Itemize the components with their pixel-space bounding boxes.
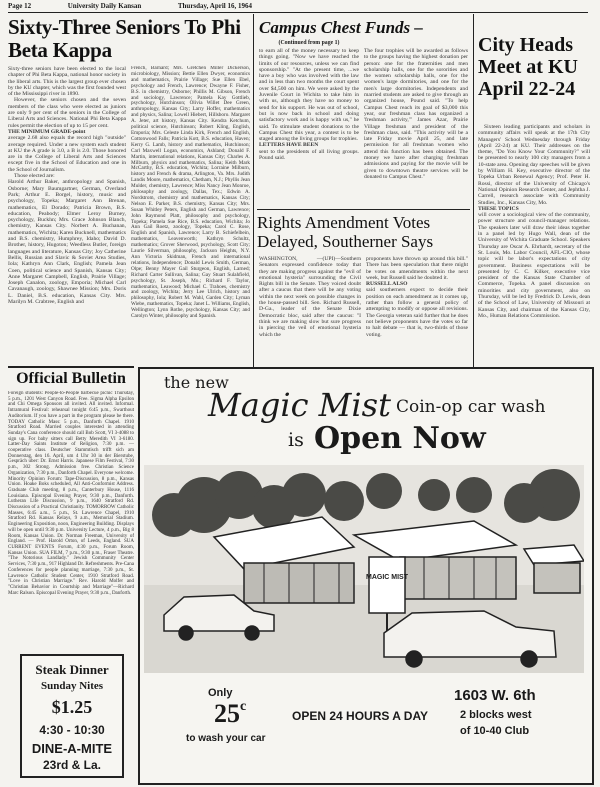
column-rule-right [473, 14, 474, 368]
masthead [8, 2, 252, 12]
magic-mist-brand: Magic Mist [208, 386, 391, 424]
bulletin-body [8, 391, 134, 649]
to-wash-label: to wash your car [186, 733, 266, 744]
city-heads-headline: City Heads Meet at KU April 22-24 [478, 34, 578, 100]
rights-headline: Rights Amendment Votes Delayed, Southerner Says [257, 213, 434, 251]
pbk-elected-head: Those elected are: [14, 173, 55, 180]
landmark: of 10-40 Club [460, 725, 530, 737]
pbk-subhead: THE MINIMUM GRADE-point [8, 128, 86, 135]
city-heads-column [478, 124, 590, 362]
wash-price: 25 [214, 699, 240, 728]
magic-mist-service: Coin-op car wash [396, 397, 546, 417]
only-label: Only [208, 687, 233, 699]
bulletin-text: Foreign students: People-to-People barbecue picnic Thursday, 5 p.m., 1201 West Canyon Road. Free. Sigma Alpha Epsilon and Chi Omega Sponsors all invited. All invited. Informal. Intramural Festival: rehearsal tonight 6:45 p.m., Swarthout Auditorium. If you have a part in the program please be there. TODAY Catholic Mass: 5 p.m., Danforth Chapel. 1910 Stratford Road. Married couples interested in attending Sunday's Cana conference should call Bob Scott, VI 3-4088 to sign up. For baby sitters call Betty Meredith VI 3-6180. Latter-Day Saints Institute of Religion, 7:30 p.m. — cooperative class. Deutscher Stammtisch trifft sich am Donnerstag, den 16. April, um 4 Uhr 30 in der Bierstube, Gespräch über: Dr. Ernst Harris. Japanese Film Festival, 7:30 p.m., 302 Strong. Admission free. Christian Science Organization, 7:30 p.m., Danforth Chapel. Everyone welcome. Minority Opinion Forum: Tape-Discussion, 8 p.m., Kansas Union. Hoake Boks scheduled, All Anti-Conformist Address. Graduate Club meeting, 8 p.m., Canterbury House, 1116 Louisiana. Episcopal Evening Prayer, 9:30 p.m., Danforth. Lutheran Life Discussion, 9 p.m., 1640 Stratford Rd. Discussion of a Practical Christianity. TOMORROW Catholic Masses, 6:45 a.m., 5 p.m., St. Lawrence Chapel, 1910 Stratford Rd. Kansas Relays, 9 a.m., Memorial Stadium. Engineering Exposition, noon, Engineering Building. Displays will be open until 9:30 p.m. University Lecture, 4 p.m., Big 8 Room, Kansas Union. Dr. Norman Freeman, University of England. — Prof. Harold Orton, of Leeds, England. SUA CURRENT EVENTS Forum, 4:30 p.m., Forum Room, Kansas Union. SUA FILM, 7 p.m., 9:30 p.m., Fraser Theatre. "The Notorious Landlady." Jewish Community Center Services, 7:30 p.m., 917 Highland Dr. Refreshments. Pre-Cana Conferences for people planning marriage, 7:30 p.m., St. Lawrence Catholic Student Center, 1910 Stratford Road. "Love in Christian Marriage." Rev. Harold Molfer and "Christian Behavior in Courtship and Marriage"—Richard Marc Ralson. Episcopal Evening Prayer, 9:30 p.m., Danforth. [8, 391, 134, 596]
steak-dinner-ad [20, 654, 124, 778]
masthead-rule [8, 12, 588, 13]
magic-mist-open-now: Open Now [314, 421, 486, 456]
pbk-headline: Sixty-Three Seniors To Phi Beta Kappa [8, 15, 241, 62]
steak-price: $1.25 [51, 697, 93, 717]
campus-chest-text-1-end: sent to the presidents of all living groups. Pound said. [259, 148, 359, 162]
rights-subhead: RUSSELL ALSO [366, 281, 408, 288]
directions: 2 blocks west [460, 709, 532, 721]
city-heads-subhead: THESE TOPICS [478, 205, 519, 212]
price-block [214, 699, 246, 729]
steak-hours: 4:30 - 10:30 [39, 723, 105, 737]
pbk-lead: Sixty-three seniors have been elected to the local chapter of Phi Beta Kappa, national honor society in the liberal arts. This is the largest group ever chosen by the KU chapter, which was the first founded west of the Mississippi river in 1890. [8, 66, 126, 98]
rights-column-2 [366, 256, 468, 364]
hours-banner: OPEN 24 HOURS A DAY [292, 709, 429, 723]
page-number: Page 12 [8, 2, 32, 10]
pbk-names-1: Harold Arthur Baker, anthropology and Spanish, Osborne; Mary Baumgartner, German, Overland Park; Arthur E. Borgel, history, music and psychology, Topeka; Margaret Ann Brenan, mathematics, El Dorado; Patricia Brown, B.S. education, Peabody; Elmer Leroy Burney, psychology, Buckhn; Mrs. Grace Johnson Blanch, chemistry, Kansas City. Norbert A. Buchanan, mathematics, Wichita; Karen Bucknell, mathematics and B.S. chemistry, Humphrey, Idaho; David D. Brother, history, Hugoton; Weedless Butler, foreign languages and literature, Kansas City; Joy Catherine Bellis, Russian and Slavic & Soviet Area Studies, Iola; Kathryn Ann Clark, English; Pamela Jean Coen, political science and Spanish, Kansas City; Anne Margaret Campbell, English, Prairie Village; Joseph Canalon, zoology, Emporia; Michael Carl Cavanaugh, zoology, Shawnee Mission; Mrs. Doris L. Daniel, B.S. education, Kansas City. Mrs. Marilyn M. Crabtree, English and [8, 179, 126, 305]
magic-mist-ad [138, 367, 594, 785]
campus-chest-column-1 [259, 48, 359, 208]
wash-price-unit: c [240, 699, 247, 714]
pbk-para3: average 2.68 also equals the record high "outside" average required. Under a new system each student at KU the A grade is 3.0, a B is 2.0. Those honored are in the College of Liberal Arts and Sciences except five in the School of Education and one in the School of Journalism. [8, 135, 126, 173]
pbk-column-1 [8, 66, 126, 362]
city-heads-text: Sixteen leading participants and scholars in community affairs will speak at the 17th City Managers' School Wednesday through Friday (April 22-24) at KU. Their addresses on the theme, "Do You Know Your Community?" will be presented to nearly 100 city managers from a 10-state area. Opening day speeches will be given by William H. Key, executive director of the Topeka Urban Renewal Agency; Prof. Peter H. Rossi, director of the University of Chicago's National Opinion Research Center, and Jephtha J. Carrell, research associate with Community Studies, Inc., Kansas City, Mo. [478, 124, 590, 206]
bulletin-title: Official Bulletin [16, 370, 126, 387]
campus-chest-column-2 [364, 48, 468, 208]
campus-chest-headline: Campus Chest Funds – [259, 18, 423, 37]
campus-chest-text-2: The four trophies will be awarded as follows to the groups having the highest donation per person: one for the fraternities and men scholarship halls, one for the sororities and the women scholarship halls, one for the women's large dormitories, and one for the men's large dormitories. Independents and married students are asked to give through an organized house, Pound said. "To help Campus Chest reach its goal of $3,000 this year, our freshman class has organized a 'freshman activity,'" James Azar, Prairie Village freshman and president of the freshman class, said. "This activity will be a late Friday movie April 25, and late permission for all freshman women who attend this function has been obtained. The money we have after charging freshman admissions and paying for the movie will be given to downtown theatre services will be donated to Campus Chest." [364, 48, 468, 180]
steak-restaurant: DINE-A-MITE [31, 741, 113, 756]
campus-chest-subhead: LETTERS HAVE BEEN [259, 142, 319, 149]
campus-chest-continued: (Continued from page 1) [278, 40, 340, 46]
campus-chest-text-1: to earn all of the money necessary to keep things going. "Now we have reached the limits of our resources, unless we can find sponsorship." "At the present time, ...we have a boy who was involved with the law and in less than two months the court spent over $4,500 on him. We were asked by the Juvenile Court in Wichita to take him in with us, although they have no money to send for his support. He was out of school, but is now back in school and doing satisfactory work and is happy with us," he said. To stimulate student donations to the Campus Chest this year, a contest is to be staged among the living groups for trophies. [259, 48, 359, 143]
car-wash-illustration [144, 465, 584, 673]
rights-text-1: WASHINGTON, —(UPI)—Southern Senators expressed confidence today that they are making progress against the "evil of emotional hysteria" surrounding the Civil Rights bill in the Senate. They voiced doubt after a caucus that there will be any voting within the next week on possible changes in the house-passed bill. Sen. Richard Russell, D-Ga., leader of the Senate Dixie Democratic bloc, said after the caucus: "I think we are making slow but sure progress in piercing the veil of emotional hysteria which the [259, 256, 361, 338]
rights-top-rule [257, 209, 470, 210]
rights-text-2b: said southerners expect to decide their position on each amendment as it comes up, rather than follow a general policy of attempting to modify or oppose all revisions. The Georgia veteran said further that he does not believe proponents have the votes so far to halt debate — that is, two-thirds of those voting. [366, 287, 468, 338]
column-rule-left [253, 14, 254, 368]
bulletin-top-rule [8, 366, 134, 368]
magic-mist-the-new: the new [164, 373, 229, 392]
steak-location: 23rd & La. [42, 758, 102, 772]
magic-mist-is: is [288, 429, 304, 451]
city-heads-text-2: will cover a sociological view of the community, power structure and council-manager relations. The speakers later will draw their ideas together in a panel led by Hugo Wall, dean of the University of Wichita Graduate School. Speakers Thursday are Oscar A. Ehrhardt, secretary of the St. Louis, Mo. Labor Council, AFL-CIO, whose topic will be labor's expectations of city government. Business expectations will be presented by C. C. Kilker, executive vice president of the Kansas State Chamber of Commerce, Topeka. A panel discussion on minorities and city government, also on Thursday, will be led by Fredrick D. Lewis, dean of the School of Law, University of Missouri at Kansas City, and chairman of the Kansas City, Mo., Human Relations Commission. [478, 212, 590, 319]
rights-text-2: proponents have thrown up around this bill." There has been speculation that there might be votes on amendments within the next week, but Russell said he doubted it. [366, 256, 468, 281]
sign-text: MAGIC MIST [366, 574, 408, 581]
rights-column-1 [259, 256, 361, 364]
pbk-names-2: French, Barnard; Mrs. Gretchen Miller Dickerson, microbiology, Mission; Bettie Ellen Dwyer, economics and mathematics, Prairie Village; Sue Ellen Ebel, psychology and French, Lawrence; Dwayne F. Fisher, B.S. in chemistry, Osborne; Phillis M. Gibson, French and sociology, Lawrence; Pamela Kay Gottlieb, psychology, Hutchinson; Olivia Willet Dee Green, anthropology, Kansas City; Larry Hoffer, mathematics and physics, Salina; Lowell Hiebert, Hillsboro. Margaret A. Jeter, art history, Kansas City. Kendra Ketchum, political science, Hutchinson; Robert Kling, English, Emporia; Mrs. Celeste Linda Kirk, French and English, Cottonwood Falls; Patricia Kott, B.S. education, Haven; Kerry G. Lamb, history and mathematics, Hutchinson; Carl Maxwell Logan, economics, Ashland; Donald F. Martin, international relations, Kansas City; Charles A. Milburn, physics and mathematics, Salina; Keith Mark McCarthy, B.S. education, Wichita; Lorraine Milburn, history and French & drama, Arlington, Va. Mrs. Judith Landis Moore, mathematics, Chetham, N.J.; Phyllis Jean Mulder, chemistry, Lawrence; Miss Nancy Jean Monroe, philosophy and zoology, Dallas, Tex.; Edwin A. Nordstrom, chemistry and mathematics, Kansas City; Nelson E. Parker, B.S. chemistry, Kansas City; Mrs. Susan Whitley Peters, English and German, Lawrence; John Raymond Platt, philosophy and psychology, Topeka; Pamela Sue Rice, B.S. education, Wichita; Jo Ann Gail Roetz, zoology, Topeka; Carol C. Rose, English and Spanish, Lawrence; Larry B. Schiefelbein, mathematics, Leavenworth; Kathryn Schultz, mathematics; Grover Sherwood, psychology, Scott City; Laurie Silverman, philosophy, Jackson Heights, N.Y. Ann Victoria Skidman, French and international relations, Independence; Donald Lewis Smith, German, Olpe; Benny Mayer Gail Sturgeon, English, Larned; Richard Carter Sullivan, Salina; Gay Stuart Sulahfield, psychology, St. Joseph, Mo.; Richard F. Taylor, mathematics, Leawood; Michael C. Trahoes, chemistry and zoology, Wichita; Jerry Lee Ulrich, history and philosophy, Iola; Robert M. Wahl, Garden City; Lyman Wiebe, mathematics, Topeka; Janet L. Williams, English, Wellington; Lynn Rothe, psychology, Kansas City; and Carolyn Winter, philosophy and Spanish. [131, 66, 250, 320]
steak-title: Steak Dinner [35, 662, 109, 677]
pbk-column-2 [131, 66, 250, 362]
issue-date: Thursday, April 16, 1964 [177, 2, 252, 10]
steak-days: Sunday Nites [40, 680, 104, 692]
paper-name: University Daily Kansan [67, 2, 142, 10]
address: 1603 W. 6th [454, 687, 536, 704]
pbk-para2: However, the seniors chosen and the seven members of the class who were elected as juniors are only 9 per cent of the seniors in the College of Liberal Arts and Sciences. National Phi Beta Kappa rules permit the election of up to 15 per cent. [8, 97, 126, 129]
